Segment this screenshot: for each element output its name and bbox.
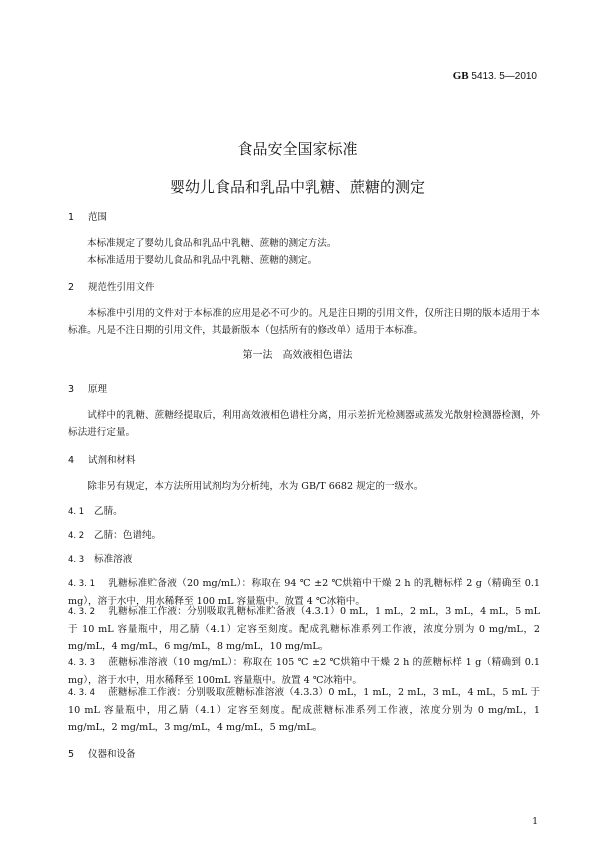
section-title: 范围 [88,212,108,223]
item-4-2 [68,527,540,545]
item-4-1 [68,503,540,521]
section-1-line-1: 本标准规定了婴幼儿食品和乳品中乳糖、蔗糖的测定方法。 [87,238,337,249]
section-4-heading [68,452,136,466]
item-text: 蔗糖标准工作液：分别吸取蔗糖标准溶液（4.3.3）0 mL，1 mL，2 mL，3 mL，4 mL，5 mL 于 10 mL 容量瓶中，用乙腈（4.1）定容至刻度。配成蔗糖标准系列工作液，浓度分别为 0 mg/mL，1 mg/mL，2 mg/mL，3 mg/mL，4 mg/mL，5 mg/mL。 [68,687,540,733]
section-1-line-2: 本标准适用于婴幼儿食品和乳品中乳糖、蔗糖的测定。 [87,255,318,266]
section-3-heading [68,381,107,395]
item-number: 4. 1 [68,507,85,517]
section-title: 试剂和材料 [88,455,136,466]
section-number: 5 [68,749,75,760]
item-4-3-2 [68,603,540,655]
item-number: 4. 3. 4 [68,688,96,698]
standard-number: 5413. 5—2010 [468,71,537,82]
item-number: 4. 2 [68,531,85,541]
method-title: 第一法 高效液相色谱法 [242,350,353,361]
standard-prefix: GB [452,70,469,82]
item-number: 4. 3 [68,555,85,565]
section-title: 仪器和设备 [88,749,136,760]
item-text: 乳糖标准贮备液（20 mg/mL）：称取在 94 ℃ ±2 ℃烘箱中干燥 2 h 的乳糖标样 2 g（精确至 0.1 mg），溶于水中，用水稀释至 100 mL 容量瓶中。放置 4 ℃冰箱中。 [68,578,540,607]
section-number: 1 [68,212,75,223]
item-4-3-4 [68,684,540,736]
item-text: 标准溶液 [94,554,133,565]
item-text: 蔗糖标准溶液（10 mg/mL）：称取在 105 ℃ ±2 ℃烘箱中干燥 2 h 的蔗糖标样 1 g（精确到 0.1 mg），溶于水中，用水稀释至 100mL 容量瓶中。放置 4 ℃冰箱中。 [68,657,540,686]
page-number: 1 [532,817,538,827]
section-number: 2 [68,282,75,293]
section-2-paragraph: 本标准中引用的文件对于本标准的应用是必不可少的。凡是注日期的引用文件，仅所注日期的版本适用于本标准。凡是不注日期的引用文件，其最新版本（包括所有的修改单）适用于本标准。 [68,308,540,336]
section-title: 规范性引用文件 [88,282,155,293]
section-1-heading [68,209,107,223]
item-text: 乙腈：色谱纯。 [94,530,162,541]
item-text: 乳糖标准工作液：分别吸取乳糖标准贮备液（4.3.1）0 mL，1 mL，2 mL，3 mL，4 mL，5 mL 于 10 mL 容量瓶中，用乙腈（4.1）定容至刻度。配成乳糖标准系列工作液，浓度分别为 0 mg/mL，2 mg/mL，4 mg/mL，6 mg/mL，8 mg/mL，10 mg/mL。 [68,606,540,652]
item-number: 4. 3. 1 [68,579,96,589]
section-2-heading [68,279,155,293]
item-4-3 [68,551,540,569]
section-number: 4 [68,455,75,466]
document-title-line2: 婴幼儿食品和乳品中乳糖、蔗糖的测定 [169,178,425,196]
item-text: 乙腈。 [94,506,123,517]
standard-code [453,70,537,82]
section-number: 3 [68,384,75,395]
item-number: 4. 3. 2 [68,607,96,617]
document-title-line1: 食品安全国家标准 [237,140,358,158]
section-5-heading [68,746,136,760]
section-3-paragraph: 试样中的乳糖、蔗糖经提取后，利用高效液相色谱柱分离，用示差折光检测器或蒸发光散射检测器检测，外标法进行定量。 [68,410,540,438]
section-title: 原理 [88,384,108,395]
section-4-paragraph: 除非另有规定，本方法所用试剂均为分析纯，水为 GB/T 6682 规定的一级水。 [87,481,424,492]
item-number: 4. 3. 3 [68,658,96,668]
